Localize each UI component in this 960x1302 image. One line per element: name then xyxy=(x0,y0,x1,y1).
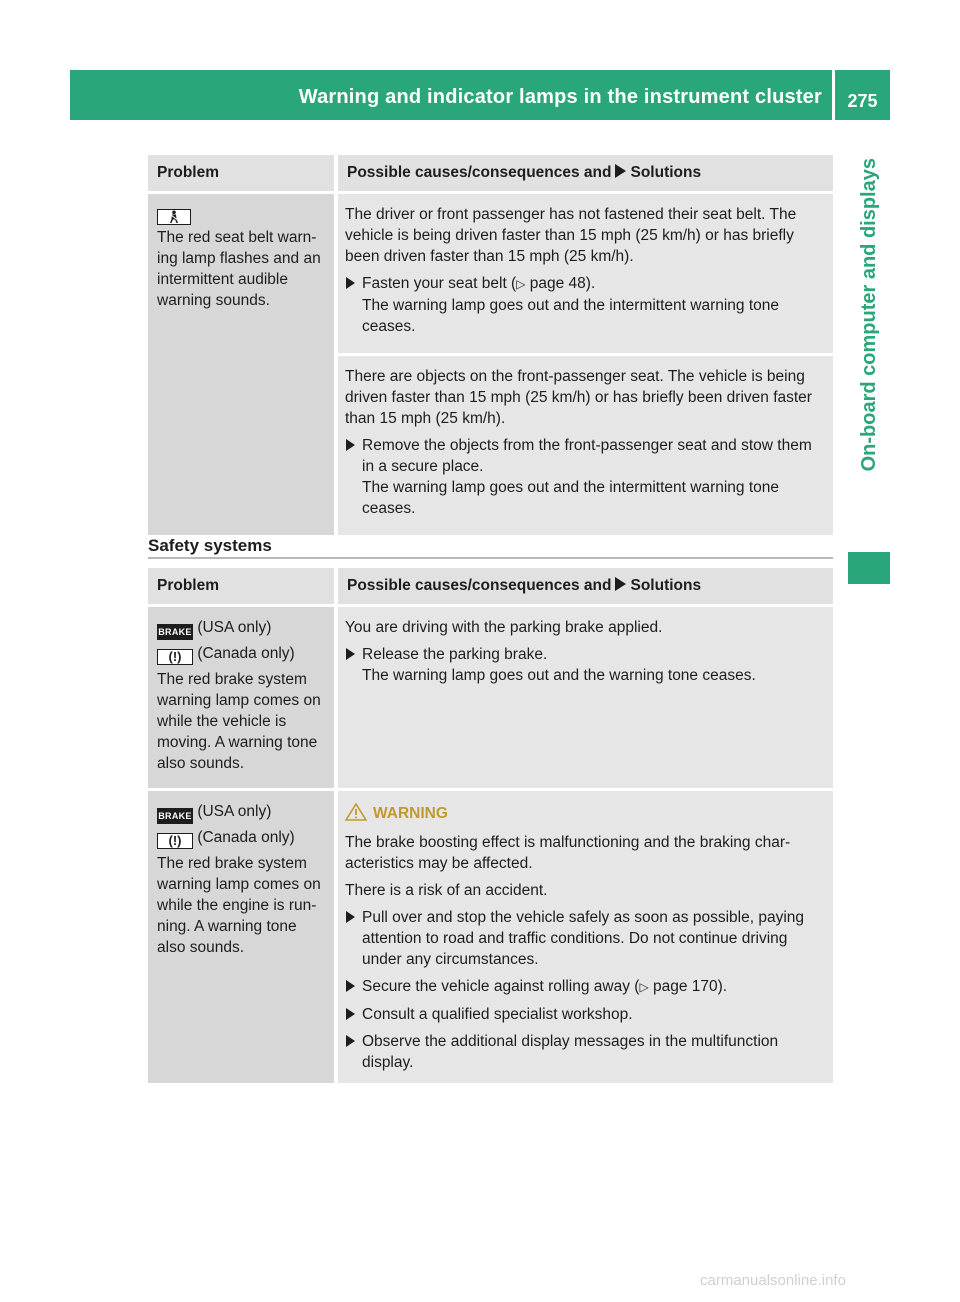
brake1-problem-text: The red brake system warning lamp comes on while the vehicle is moving. A warning tone also sounds. xyxy=(157,671,321,772)
brake1-step-result: The warning lamp goes out and the warning tone ceases. xyxy=(362,667,756,684)
section-divider xyxy=(148,557,833,559)
page-header-title: Warning and indicator lamps in the instrument cluster xyxy=(298,86,822,108)
warning-heading xyxy=(345,803,827,824)
arrow-right-icon xyxy=(615,164,626,178)
column-header-causes-text: Possible causes/consequences and xyxy=(347,164,612,181)
brake2-problem-text: The red brake system warning lamp comes on while the engine is run-ning. A warning tone also sounds. xyxy=(157,855,321,956)
table-header-row xyxy=(148,155,833,191)
column-header-problem: Problem xyxy=(148,155,334,191)
safety-systems-table xyxy=(148,565,833,1086)
step-arrow-icon xyxy=(346,277,355,289)
brake1-solution-cell xyxy=(334,607,833,788)
seatbelt-problem-cell xyxy=(148,194,334,535)
table-row xyxy=(148,194,833,353)
seatbelt-table xyxy=(148,152,833,538)
column-header-causes xyxy=(334,155,833,191)
brake1-step: Release the parking brake. The warning lamp goes out and the warning tone ceases. xyxy=(345,644,827,686)
arrow-right-icon xyxy=(615,577,626,591)
step-arrow-icon xyxy=(346,439,355,451)
page-reference-icon: ▷ xyxy=(516,277,526,291)
warning-triangle-icon xyxy=(345,803,367,821)
brake-warning-icon: BRAKE xyxy=(157,624,193,640)
step-arrow-icon xyxy=(346,911,355,923)
step-arrow-icon xyxy=(346,980,355,992)
brake2-warning-text: The brake boosting effect is malfunctioning and the braking char-acteristics may be affected. xyxy=(345,834,791,872)
brake2-step-1: Pull over and stop the vehicle safely as soon as possible, paying attention to road and traffic conditions. Do not continue driving under any circumstances. xyxy=(345,907,827,970)
page-reference-icon: ▷ xyxy=(639,980,649,994)
seatbelt-case2-cell xyxy=(334,356,833,535)
step-arrow-icon xyxy=(346,1035,355,1047)
column-header-causes-text: Possible causes/consequences and xyxy=(347,577,612,594)
brake-circle-icon: (!) xyxy=(157,649,193,665)
seatbelt-icon xyxy=(157,209,191,225)
step-arrow-icon xyxy=(346,1008,355,1020)
warning-label: WARNING xyxy=(373,805,448,822)
section-title: Safety systems xyxy=(148,536,272,555)
seatbelt-case1-step: Fasten your seat belt (▷ page 48). The warning lamp goes out and the intermittent warning tone ceases. xyxy=(345,273,827,337)
step-arrow-icon xyxy=(346,648,355,660)
table-row xyxy=(148,607,833,788)
page-number: 275 xyxy=(835,70,890,120)
seatbelt-case1-step-result: The warning lamp goes out and the intermittent warning tone ceases. xyxy=(362,297,780,335)
brake1-description: You are driving with the parking brake applied. xyxy=(345,619,663,636)
seatbelt-case2-step-result: The warning lamp goes out and the intermittent warning tone ceases. xyxy=(362,479,780,517)
brake2-risk-text: There is a risk of an accident. xyxy=(345,882,548,899)
footer-watermark: carmanualsonline.info xyxy=(700,1272,846,1289)
column-header-solutions-text: Solutions xyxy=(630,577,702,594)
seatbelt-case1-description: The driver or front passenger has not fastened their seat belt. The vehicle is being driven faster than 15 mph (25 km/h) or has briefly been driven faster than 15 mph (25 km/h). xyxy=(345,206,797,265)
brake2-problem-cell: BRAKE (USA only) (!) (Canada only) The red brake system warning lamp comes on while the engine is run-ning. A warning tone also sounds. xyxy=(148,791,334,1083)
chapter-side-tab xyxy=(848,150,890,550)
brake2-step-2: Secure the vehicle against rolling away (▷ page 170). xyxy=(345,976,827,998)
seatbelt-case1-cell xyxy=(334,194,833,353)
brake2-step-3: Consult a qualified specialist workshop. xyxy=(345,1004,827,1025)
brake1-problem-cell: BRAKE (USA only) (!) (Canada only) The red brake system warning lamp comes on while the vehicle is moving. A warning tone also sounds. xyxy=(148,607,334,788)
seatbelt-case2-step: Remove the objects from the front-passenger seat and stow them in a secure place. The warning lamp goes out and the intermittent warning tone ceases. xyxy=(345,435,827,519)
chapter-marker-block xyxy=(848,552,890,584)
brake2-solution-cell xyxy=(334,791,833,1083)
table-row xyxy=(148,791,833,1083)
brake-circle-icon: (!) xyxy=(157,833,193,849)
brake-warning-icon: BRAKE xyxy=(157,808,193,824)
page-header-bar xyxy=(70,70,832,120)
column-header-causes xyxy=(334,568,833,604)
chapter-side-tab-label: On-board computer and displays xyxy=(858,158,880,472)
table-header-row xyxy=(148,568,833,604)
seatbelt-problem-text: The red seat belt warn-ing lamp flashes and an intermittent audible warning sounds. xyxy=(157,229,321,309)
seatbelt-case2-description: There are objects on the front-passenger seat. The vehicle is being driven faster than 15 mph (25 km/h) or has briefly been driven faster than 15 mph (25 km/h). xyxy=(345,368,812,427)
column-header-problem: Problem xyxy=(148,568,334,604)
column-header-solutions-text: Solutions xyxy=(630,164,702,181)
brake2-step-4: Observe the additional display messages in the multifunction display. xyxy=(345,1031,827,1073)
